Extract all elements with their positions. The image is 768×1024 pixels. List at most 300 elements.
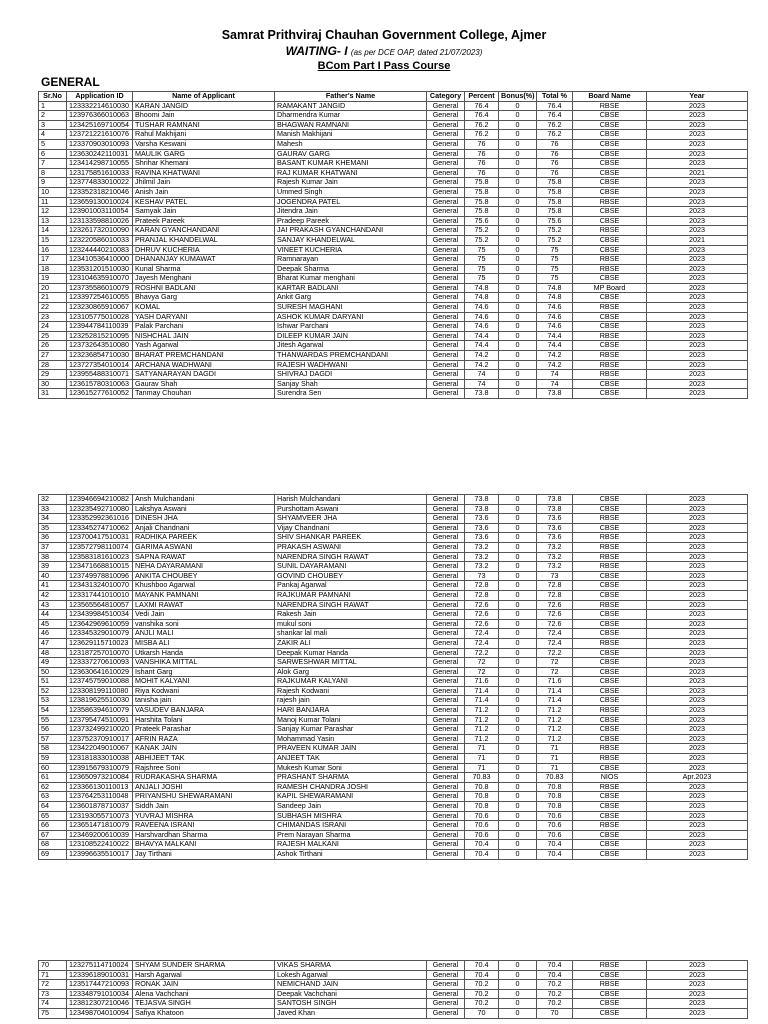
cell-father-name: SURESH MAGHANI (275, 303, 427, 313)
cell-sr-no: 16 (39, 245, 67, 255)
cell-applicant-name: Shrihar Khemani (133, 159, 275, 169)
cell-total: 72.4 (537, 638, 573, 648)
cell-bonus: 0 (499, 139, 537, 149)
merit-table-page-2 (38, 494, 748, 860)
cell-year: 2023 (647, 734, 748, 744)
cell-board: MP Board (573, 283, 647, 293)
cell-sr-no: 11 (39, 197, 67, 207)
cell-percent: 76.4 (465, 101, 499, 111)
cell-category: General (427, 970, 465, 980)
cell-bonus: 0 (499, 1008, 537, 1018)
table-row (39, 235, 748, 245)
cell-bonus: 0 (499, 677, 537, 687)
cell-year: 2023 (647, 600, 748, 610)
cell-father-name: BHAGWAN RAMNANI (275, 120, 427, 130)
cell-sr-no: 13 (39, 216, 67, 226)
cell-father-name: KAPIL SHEWARAMANI (275, 792, 427, 802)
cell-total: 76.4 (537, 111, 573, 121)
cell-percent: 72.6 (465, 610, 499, 620)
table-row (39, 504, 748, 514)
cell-board: RBSE (573, 782, 647, 792)
cell-father-name: RAJKUMAR KALYANI (275, 677, 427, 687)
cell-board: CBSE (573, 274, 647, 284)
table-row (39, 706, 748, 716)
cell-year: 2023 (647, 686, 748, 696)
cell-year: 2023 (647, 264, 748, 274)
cell-category: General (427, 533, 465, 543)
cell-sr-no: 28 (39, 360, 67, 370)
cell-bonus: 0 (499, 264, 537, 274)
cell-application-id: 123175851610033 (67, 168, 133, 178)
cell-total: 76 (537, 159, 573, 169)
cell-sr-no: 69 (39, 849, 67, 859)
table-row (39, 802, 748, 812)
cell-application-id: 123630641610029 (67, 667, 133, 677)
cell-total: 71.4 (537, 686, 573, 696)
cell-bonus: 0 (499, 706, 537, 716)
cell-percent: 75 (465, 264, 499, 274)
cell-category: General (427, 725, 465, 735)
cell-sr-no: 44 (39, 610, 67, 620)
cell-father-name: Bharat Kumar menghani (275, 274, 427, 284)
cell-father-name: JAI PRAKASH GYANCHANDANI (275, 226, 427, 236)
cell-total: 71.2 (537, 715, 573, 725)
cell-total: 71.2 (537, 734, 573, 744)
cell-applicant-name: Jhilmil Jain (133, 178, 275, 188)
cell-sr-no: 6 (39, 149, 67, 159)
cell-total: 71 (537, 763, 573, 773)
cell-father-name: RAJ KUMAR KHATWANI (275, 168, 427, 178)
cell-year: 2023 (647, 187, 748, 197)
cell-category: General (427, 715, 465, 725)
column-header: Application ID (67, 92, 133, 102)
table-row (39, 696, 748, 706)
cell-year: 2023 (647, 379, 748, 389)
cell-category: General (427, 216, 465, 226)
table-row (39, 734, 748, 744)
cell-application-id: 123732643510080 (67, 341, 133, 351)
cell-bonus: 0 (499, 331, 537, 341)
cell-sr-no: 7 (39, 159, 67, 169)
cell-bonus: 0 (499, 283, 537, 293)
cell-bonus: 0 (499, 830, 537, 840)
cell-father-name: Ishwar Parchani (275, 322, 427, 332)
cell-applicant-name: RONAK JAIN (133, 980, 275, 990)
cell-application-id: 123471668810015 (67, 562, 133, 572)
table-row (39, 1008, 748, 1018)
cell-father-name: Mohammad Yasin (275, 734, 427, 744)
cell-total: 72.6 (537, 600, 573, 610)
cell-category: General (427, 389, 465, 399)
cell-applicant-name: Vedi Jain (133, 610, 275, 620)
cell-board: CBSE (573, 207, 647, 217)
cell-applicant-name: KOMAL (133, 303, 275, 313)
cell-category: General (427, 562, 465, 572)
cell-bonus: 0 (499, 178, 537, 188)
cell-applicant-name: ARCHANA WADHWANI (133, 360, 275, 370)
cell-year: 2023 (647, 514, 748, 524)
cell-category: General (427, 830, 465, 840)
cell-category: General (427, 226, 465, 236)
cell-board: CBSE (573, 840, 647, 850)
cell-category: General (427, 782, 465, 792)
table-row (39, 610, 748, 620)
cell-father-name: THANWARDAS PREMCHANDANI (275, 351, 427, 361)
cell-application-id: 123498704010094 (67, 1008, 133, 1018)
cell-total: 76.4 (537, 101, 573, 111)
cell-percent: 71.2 (465, 715, 499, 725)
cell-bonus: 0 (499, 629, 537, 639)
cell-bonus: 0 (499, 562, 537, 572)
cell-percent: 74.6 (465, 312, 499, 322)
cell-father-name: mukul soni (275, 619, 427, 629)
cell-year: 2023 (647, 619, 748, 629)
cell-bonus: 0 (499, 504, 537, 514)
cell-applicant-name: TUSHAR RAMNANI (133, 120, 275, 130)
cell-category: General (427, 370, 465, 380)
cell-year: 2023 (647, 811, 748, 821)
cell-total: 70.4 (537, 849, 573, 859)
cell-board: CBSE (573, 581, 647, 591)
cell-sr-no: 54 (39, 706, 67, 716)
cell-total: 75.6 (537, 216, 573, 226)
cell-applicant-name: DHANANJAY KUMAWAT (133, 255, 275, 265)
cell-category: General (427, 754, 465, 764)
cell-application-id: 123396189010031 (67, 970, 133, 980)
cell-year: 2023 (647, 130, 748, 140)
table-row (39, 821, 748, 831)
cell-board: CBSE (573, 725, 647, 735)
cell-father-name: Deepak Vachchani (275, 989, 427, 999)
cell-board: CBSE (573, 149, 647, 159)
cell-category: General (427, 734, 465, 744)
cell-category: General (427, 590, 465, 600)
cell-board: CBSE (573, 293, 647, 303)
cell-percent: 70.8 (465, 792, 499, 802)
table-row (39, 379, 748, 389)
cell-application-id: 123700417510031 (67, 533, 133, 543)
cell-year: 2023 (647, 715, 748, 725)
cell-total: 74.6 (537, 322, 573, 332)
cell-sr-no: 59 (39, 754, 67, 764)
cell-percent: 75 (465, 245, 499, 255)
cell-applicant-name: RAVEENA ISRANI (133, 821, 275, 831)
cell-sr-no: 43 (39, 600, 67, 610)
cell-application-id: 123410536410000 (67, 255, 133, 265)
cell-sr-no: 75 (39, 1008, 67, 1018)
table-row (39, 255, 748, 265)
cell-board: RBSE (573, 533, 647, 543)
cell-bonus: 0 (499, 389, 537, 399)
cell-board: RBSE (573, 197, 647, 207)
cell-applicant-name: YASH DARYANI (133, 312, 275, 322)
table-row (39, 226, 748, 236)
cell-sr-no: 26 (39, 341, 67, 351)
cell-percent: 70.4 (465, 849, 499, 859)
cell-sr-no: 39 (39, 562, 67, 572)
cell-total: 70.8 (537, 802, 573, 812)
cell-total: 75 (537, 274, 573, 284)
cell-category: General (427, 961, 465, 971)
cell-applicant-name: Jay Tirthani (133, 849, 275, 859)
table-row (39, 830, 748, 840)
cell-total: 74.4 (537, 331, 573, 341)
cell-father-name: Sandeep Jain (275, 802, 427, 812)
cell-applicant-name: Utkarsh Handa (133, 648, 275, 658)
cell-category: General (427, 149, 465, 159)
cell-bonus: 0 (499, 980, 537, 990)
cell-applicant-name: Yash Agarwal (133, 341, 275, 351)
table-row (39, 168, 748, 178)
cell-board: CBSE (573, 696, 647, 706)
cell-bonus: 0 (499, 821, 537, 831)
table-row (39, 600, 748, 610)
cell-applicant-name: Gaurav Shah (133, 379, 275, 389)
cell-bonus: 0 (499, 226, 537, 236)
cell-category: General (427, 980, 465, 990)
cell-board: CBSE (573, 629, 647, 639)
cell-application-id: 123337270610093 (67, 658, 133, 668)
cell-bonus: 0 (499, 120, 537, 130)
table-row (39, 773, 748, 783)
cell-percent: 76 (465, 159, 499, 169)
cell-total: 71 (537, 754, 573, 764)
cell-application-id: 123650973210084 (67, 773, 133, 783)
cell-board: RBSE (573, 706, 647, 716)
cell-percent: 70.6 (465, 821, 499, 831)
cell-total: 72.8 (537, 581, 573, 591)
cell-applicant-name: PRANJAL KHANDELWAL (133, 235, 275, 245)
table-row (39, 341, 748, 351)
cell-category: General (427, 255, 465, 265)
cell-bonus: 0 (499, 686, 537, 696)
cell-application-id: 123345274710062 (67, 523, 133, 533)
cell-category: General (427, 542, 465, 552)
cell-sr-no: 66 (39, 821, 67, 831)
cell-father-name: BASANT KUMAR KHEMANI (275, 159, 427, 169)
cell-father-name: RAMAKANT JANGID (275, 101, 427, 111)
table-row (39, 351, 748, 361)
table-row (39, 514, 748, 524)
college-title: Samrat Prithviraj Chauhan Government College, Ajmer (221, 28, 547, 42)
cell-total: 75.2 (537, 235, 573, 245)
cell-bonus: 0 (499, 849, 537, 859)
cell-year: 2023 (647, 696, 748, 706)
cell-sr-no: 71 (39, 970, 67, 980)
cell-board: RBSE (573, 370, 647, 380)
cell-category: General (427, 111, 465, 121)
cell-board: CBSE (573, 245, 647, 255)
table-row (39, 782, 748, 792)
cell-bonus: 0 (499, 989, 537, 999)
table-row (39, 101, 748, 111)
cell-percent: 75.6 (465, 216, 499, 226)
cell-father-name: SUNIL DAYARAMANI (275, 562, 427, 572)
cell-bonus: 0 (499, 696, 537, 706)
cell-percent: 75 (465, 255, 499, 265)
table-row (39, 495, 748, 505)
cell-sr-no: 3 (39, 120, 67, 130)
cell-application-id: 123244440210083 (67, 245, 133, 255)
cell-percent: 76.4 (465, 111, 499, 121)
cell-category: General (427, 677, 465, 687)
cell-bonus: 0 (499, 763, 537, 773)
cell-applicant-name: ROSHNI BADLANI (133, 283, 275, 293)
cell-applicant-name: AFRIN RAZA (133, 734, 275, 744)
cell-category: General (427, 331, 465, 341)
cell-total: 71 (537, 744, 573, 754)
cell-percent: 72.6 (465, 600, 499, 610)
cell-sr-no: 48 (39, 648, 67, 658)
category-heading: GENERAL (41, 75, 100, 89)
cell-applicant-name: Harshita Tolani (133, 715, 275, 725)
cell-father-name: Deepak Kumar Handa (275, 648, 427, 658)
cell-bonus: 0 (499, 811, 537, 821)
merit-table-page-1 (38, 91, 748, 399)
cell-applicant-name: ABHIJEET TAK (133, 754, 275, 764)
cell-percent: 74.2 (465, 351, 499, 361)
cell-application-id: 123308199110080 (67, 686, 133, 696)
cell-application-id: 123764253110048 (67, 792, 133, 802)
cell-percent: 71 (465, 744, 499, 754)
table-row (39, 970, 748, 980)
cell-application-id: 123944784110039 (67, 322, 133, 332)
cell-applicant-name: DINESH JHA (133, 514, 275, 524)
cell-percent: 72.8 (465, 581, 499, 591)
cell-board: CBSE (573, 763, 647, 773)
cell-applicant-name: tanisha jain (133, 696, 275, 706)
waiting-title (0, 44, 768, 58)
cell-applicant-name: BHAVYA MALKANI (133, 840, 275, 850)
cell-year: 2023 (647, 744, 748, 754)
cell-bonus: 0 (499, 379, 537, 389)
cell-sr-no: 27 (39, 351, 67, 361)
cell-year: 2021 (647, 235, 748, 245)
cell-board: CBSE (573, 159, 647, 169)
cell-year: 2023 (647, 581, 748, 591)
cell-category: General (427, 207, 465, 217)
cell-father-name: Dharmendra Kumar (275, 111, 427, 121)
cell-application-id: 123955488310071 (67, 370, 133, 380)
cell-application-id: 123220586010033 (67, 235, 133, 245)
table-row (39, 562, 748, 572)
column-header: Category (427, 92, 465, 102)
cell-sr-no: 52 (39, 686, 67, 696)
cell-applicant-name: Riya Kodwani (133, 686, 275, 696)
cell-percent: 72.4 (465, 629, 499, 639)
cell-percent: 73.2 (465, 552, 499, 562)
cell-bonus: 0 (499, 999, 537, 1009)
cell-category: General (427, 821, 465, 831)
cell-category: General (427, 638, 465, 648)
cell-year: 2023 (647, 303, 748, 313)
cell-total: 76 (537, 168, 573, 178)
cell-board: CBSE (573, 686, 647, 696)
cell-board: CBSE (573, 389, 647, 399)
cell-percent: 74.6 (465, 303, 499, 313)
cell-percent: 71.4 (465, 686, 499, 696)
cell-board: CBSE (573, 792, 647, 802)
cell-category: General (427, 696, 465, 706)
cell-application-id: 123774833010022 (67, 178, 133, 188)
cell-sr-no: 36 (39, 533, 67, 543)
cell-application-id: 123105775010028 (67, 312, 133, 322)
cell-total: 70.83 (537, 773, 573, 783)
cell-sr-no: 46 (39, 629, 67, 639)
cell-father-name: Jitesh Agarwal (275, 341, 427, 351)
cell-board: RBSE (573, 744, 647, 754)
cell-year: 2023 (647, 207, 748, 217)
cell-board: CBSE (573, 830, 647, 840)
cell-board: CBSE (573, 571, 647, 581)
cell-year: 2023 (647, 523, 748, 533)
cell-board: CBSE (573, 130, 647, 140)
cell-total: 76 (537, 139, 573, 149)
cell-applicant-name: TEJASVA SINGH (133, 999, 275, 1009)
cell-applicant-name: Tanmay Chouhan (133, 389, 275, 399)
cell-sr-no: 45 (39, 619, 67, 629)
cell-category: General (427, 629, 465, 639)
cell-percent: 71.2 (465, 706, 499, 716)
cell-total: 71.6 (537, 677, 573, 687)
cell-applicant-name: MAULIK GARG (133, 149, 275, 159)
cell-application-id: 123425169710054 (67, 120, 133, 130)
table-row (39, 658, 748, 668)
cell-total: 74.8 (537, 283, 573, 293)
cell-applicant-name: Ansh Mulchandani (133, 495, 275, 505)
cell-applicant-name: Samyak Jain (133, 207, 275, 217)
cell-board: RBSE (573, 552, 647, 562)
column-header: Name of Applicant (133, 92, 275, 102)
cell-application-id: 123721221610076 (67, 130, 133, 140)
cell-application-id: 123651471810079 (67, 821, 133, 831)
cell-percent: 70.2 (465, 980, 499, 990)
cell-sr-no: 33 (39, 504, 67, 514)
cell-father-name: GOVIND CHOUBEY (275, 571, 427, 581)
cell-father-name: Jitendra Jain (275, 207, 427, 217)
cell-category: General (427, 811, 465, 821)
cell-total: 72 (537, 667, 573, 677)
cell-sr-no: 40 (39, 571, 67, 581)
cell-bonus: 0 (499, 274, 537, 284)
cell-sr-no: 14 (39, 226, 67, 236)
cell-sr-no: 35 (39, 523, 67, 533)
cell-percent: 72.8 (465, 590, 499, 600)
cell-total: 74 (537, 379, 573, 389)
table-row (39, 648, 748, 658)
cell-applicant-name: LAXMI RAWAT (133, 600, 275, 610)
cell-category: General (427, 744, 465, 754)
cell-applicant-name: Lakshya Aswani (133, 504, 275, 514)
cell-application-id: 123976366010063 (67, 111, 133, 121)
cell-year: 2023 (647, 999, 748, 1009)
table-row (39, 686, 748, 696)
cell-category: General (427, 706, 465, 716)
cell-year: 2023 (647, 341, 748, 351)
cell-sr-no: 21 (39, 293, 67, 303)
table-row (39, 389, 748, 399)
cell-sr-no: 20 (39, 283, 67, 293)
cell-board: CBSE (573, 658, 647, 668)
table-row (39, 207, 748, 217)
cell-applicant-name: Bhoomi Jain (133, 111, 275, 121)
cell-board: CBSE (573, 111, 647, 121)
table-row (39, 552, 748, 562)
cell-applicant-name: Bhavya Garg (133, 293, 275, 303)
cell-year: 2023 (647, 216, 748, 226)
cell-application-id: 123915679310079 (67, 763, 133, 773)
cell-board: NIOS (573, 773, 647, 783)
